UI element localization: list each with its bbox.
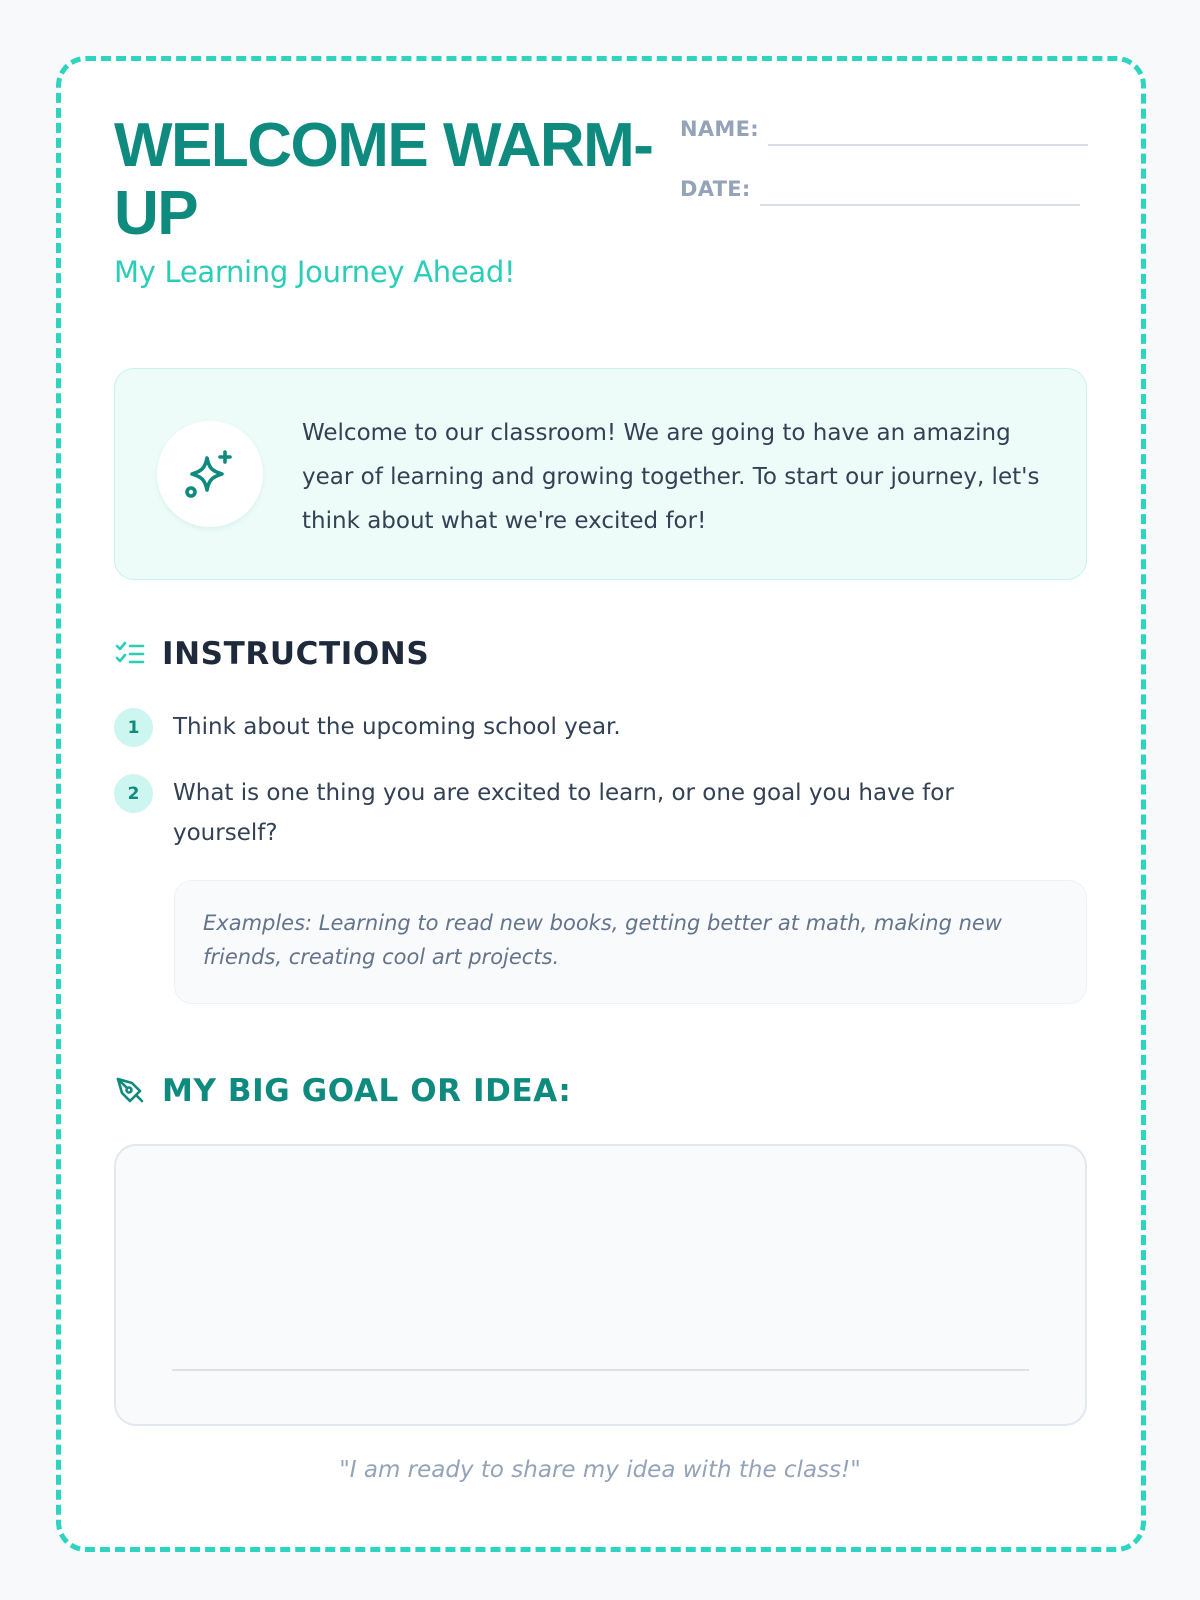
welcome-callout (114, 368, 1087, 580)
sparkles-icon (157, 421, 263, 527)
instruction-step (114, 773, 1074, 853)
goal-heading (114, 1073, 571, 1109)
answer-line (172, 1369, 1029, 1371)
date-field-line[interactable] (760, 204, 1080, 206)
name-field-line[interactable] (768, 144, 1088, 146)
step-text: Think about the upcoming school year. (173, 714, 621, 740)
page-title: WELCOME WARM-UP (114, 111, 653, 248)
instructions-heading (114, 636, 429, 672)
step-number: 1 (114, 708, 153, 747)
instructions-heading-text: INSTRUCTIONS (162, 636, 430, 672)
name-label: NAME: (680, 117, 759, 141)
date-label: DATE: (680, 177, 751, 201)
goal-heading-text: MY BIG GOAL OR IDEA: (162, 1073, 572, 1109)
step-text: What is one thing you are excited to learn, or one goal you have for yourself? (173, 780, 954, 846)
page-subtitle: My Learning Journey Ahead! (114, 255, 516, 289)
welcome-text: Welcome to our classroom! We are going to have an amazing year of learning and growing together. To start our journey, let's think about what we're excited for! (302, 420, 1040, 534)
goal-answer-area[interactable] (114, 1144, 1087, 1426)
pen-tool-icon (114, 1074, 148, 1108)
examples-box: Examples: Learning to read new books, getting better at math, making new friends, creating cool art projects. (174, 880, 1087, 1004)
checklist-icon (114, 637, 148, 671)
footer-quote: "I am ready to share my idea with the class!" (339, 1457, 861, 1483)
step-number: 2 (114, 774, 153, 813)
instruction-step (114, 707, 1074, 747)
